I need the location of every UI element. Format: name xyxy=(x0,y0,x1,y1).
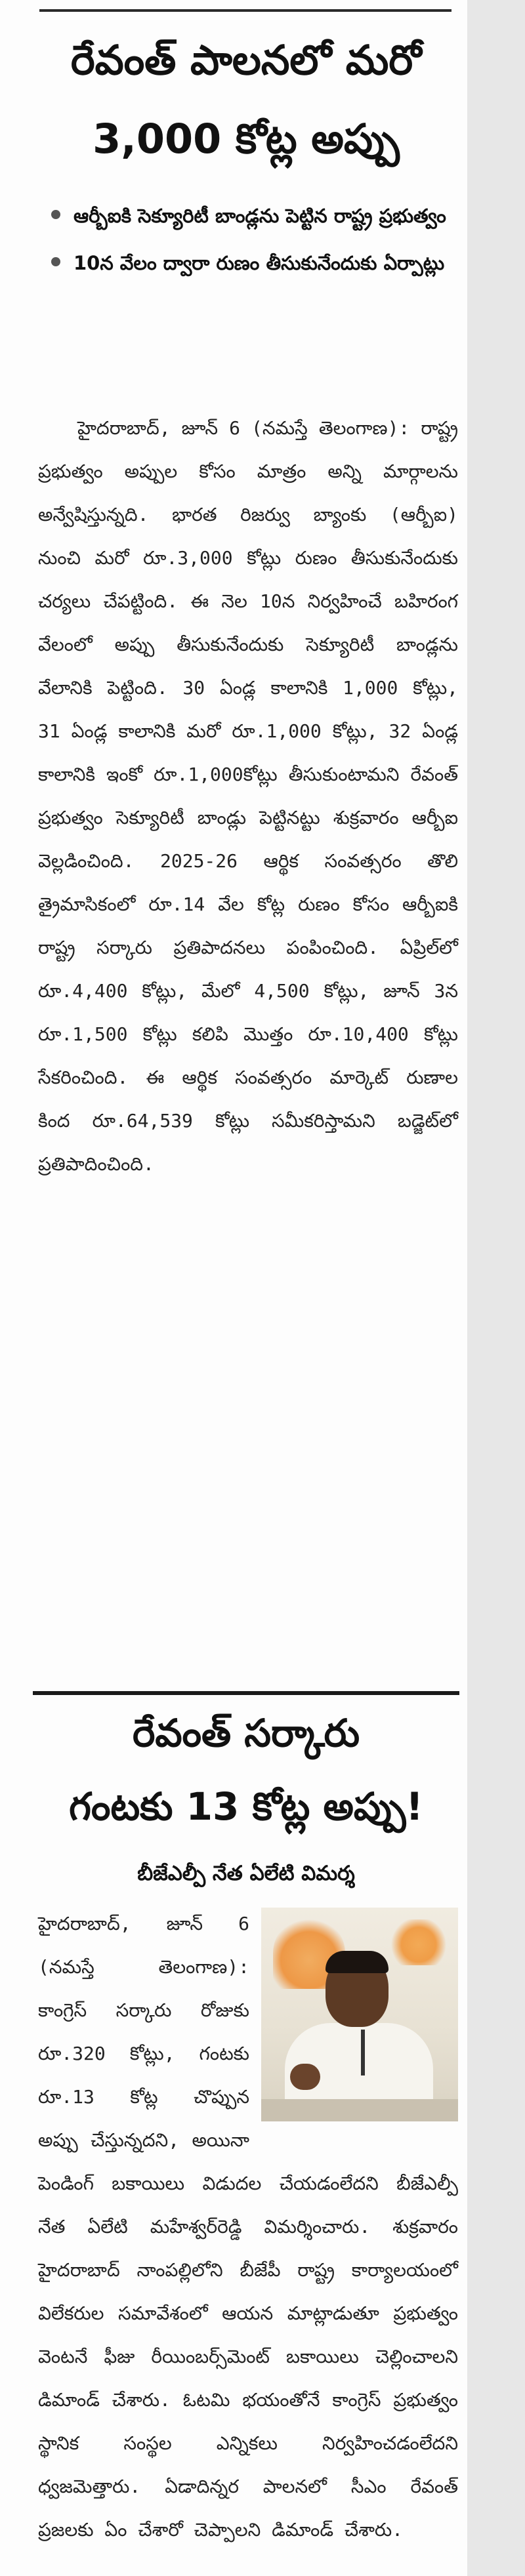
second-article xyxy=(38,1902,458,2552)
second-headline-line-2: గంటకు 13 కోట్ల అప్పు! xyxy=(69,1784,423,1829)
headline-line-1: రేవంత్ పాలనలో మరో xyxy=(70,36,422,84)
speaker-photo xyxy=(261,1908,458,2121)
bullet-icon xyxy=(51,210,60,219)
highlight-item xyxy=(50,244,450,282)
highlight-text: ఆర్బీఐకి సెక్యూరిటీ బాండ్లను పెట్టిన రాష్ట్ర ప్రభుత్వం xyxy=(74,205,446,227)
highlight-item xyxy=(50,197,450,235)
second-subheadline: బీజేఎల్పీ నేత ఏలేటి విమర్శ xyxy=(137,1862,355,1885)
second-article-body: హైదరాబాద్, జూన్ 6 (నమస్తే తెలంగాణ): కాంగ్రెస్ సర్కారు రోజుకు రూ.320 కోట్లు, గంటకు రూ.13 కోట్ల చొప్పున అప్పు చేస్తున్నదని, అయినా పెండింగ్ బకాయిలు విడుదల చేయడంలేదని బీజేఎల్పీ నేత ఏలేటి మహేశ్వర్‌రెడ్డి విమర్శించారు. శుక్రవారం హైదరాబాద్ నాంపల్లిలోని బీజేపీ రాష్ట్ర కార్యాలయంలో విలేకరుల సమావేశంలో ఆయన మాట్లాడుతూ ప్రభుత్వం వెంటనే ఫీజు రీయింబర్స్‌మెంట్ బకాయిలు చెల్లించాలని డిమాండ్ చేశారు. ఓటమి భయంతోనే కాంగ్రెస్ ప్రభుత్వం స్థానిక సంస్థల ఎన్నికలు నిర్వహించడంలేదని ధ్వజమెత్తారు. ఏడాదిన్నర పాలనలో సీఎం రేవంత్ ప్రజలకు ఏం చేశారో చెప్పాలని డిమాండ్ చేశారు. xyxy=(38,1913,458,2541)
speaker-hand xyxy=(290,2064,320,2090)
top-rule xyxy=(39,9,452,12)
headline-line-2: 3,000 కోట్ల అప్పు xyxy=(93,115,400,163)
desk xyxy=(261,2099,458,2121)
microphone-icon xyxy=(361,2030,365,2075)
highlights-list xyxy=(50,197,450,291)
speaker-hair xyxy=(326,1951,388,1973)
side-margin xyxy=(467,0,525,2576)
highlight-text: 10న వేలం ద్వారా రుణం తీసుకునేందుకు ఏర్పాట్లు xyxy=(74,252,445,274)
section-divider xyxy=(33,1691,459,1695)
party-logo-icon xyxy=(390,1919,448,1965)
article-body: హైదరాబాద్, జూన్ 6 (నమస్తే తెలంగాణ): రాష్ట్ర ప్రభుత్వం అప్పుల కోసం మాత్రం అన్ని మార్గాలను అన్వేషిస్తున్నది. భారత రిజర్వు బ్యాంకు (ఆర్బీఐ) నుంచి మరో రూ.3,000 కోట్లు రుణం తీసుకునేందుకు చర్యలు చేపట్టింది. ఈ నెల 10న నిర్వహించే బహిరంగ వేలంలో అప్పు తీసుకునేందుకు సెక్యూరిటీ బాండ్లను వేలానికి పెట్టింది. 30 ఏండ్ల కాలానికి 1,000 కోట్లు, 31 ఏండ్ల కాలానికి మరో రూ.1,000 కోట్లు, 32 ఏండ్ల కాలానికి ఇంకో రూ.1,000కోట్లు తీసుకుంటామని రేవంత్ ప్రభుత్వం సెక్యూరిటీ బాండ్లు పెట్టినట్టు శుక్రవారం ఆర్బీఐ వెల్లడించింది. 2025-26 ఆర్థిక సంవత్సరం తొలి త్రైమాసికంలో రూ.14 వేల కోట్ల రుణం కోసం ఆర్బీఐకి రాష్ట్ర సర్కారు ప్రతిపాదనలు పంపించింది. ఏప్రిల్‌లో రూ.4,400 కోట్లు, మేలో 4,500 కోట్లు, జూన్ 3న రూ.1,500 కోట్లు కలిపి మొత్తం రూ.10,400 కోట్లు సేకరించింది. ఈ ఆర్థిక సంవత్సరం మార్కెట్ రుణాల కింద రూ.64,539 కోట్లు సమీకరిస్తామని బడ్జెట్‌లో ప్రతిపాదించింది. xyxy=(38,417,458,1175)
second-headline-line-1: రేవంత్ సర్కారు xyxy=(132,1711,360,1755)
bullet-icon xyxy=(51,257,60,266)
